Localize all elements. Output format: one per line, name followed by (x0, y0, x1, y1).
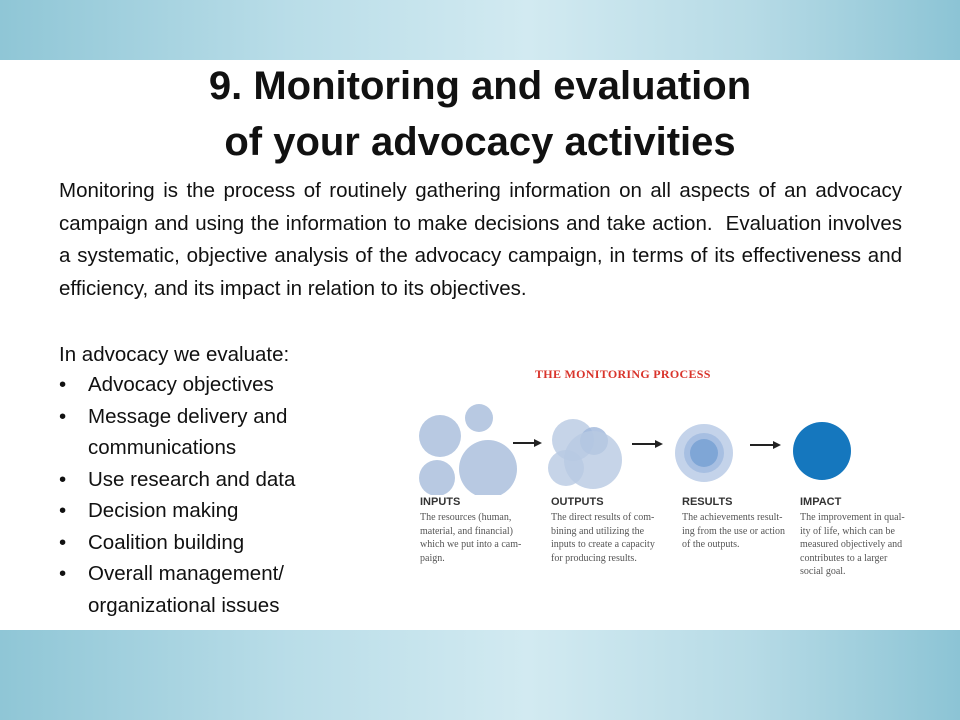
input-circle (419, 460, 455, 495)
list-item (59, 527, 359, 559)
diagram-title: THE MONITORING PROCESS (535, 367, 711, 381)
stage-label-inputs: INPUTS (420, 496, 461, 508)
monitoring-process-diagram (410, 395, 860, 495)
slide-title-line-2: of your advocacy activities (224, 120, 736, 164)
input-circle (465, 404, 493, 432)
list-item-text: Use research and data (88, 467, 296, 491)
inputs-circles-icon (419, 404, 517, 495)
impact-circle-icon (793, 422, 851, 480)
stage-description-outputs: The direct results of com- bining and utilizing the inputs to create a capacity for producing results. (551, 512, 655, 564)
stage-description-results: The achievements result- ing from the use or action of the outputs. (682, 512, 786, 550)
evaluate-heading: In advocacy we evaluate: (59, 343, 290, 366)
list-item-text: Decision making (88, 499, 239, 522)
intro-paragraph: Monitoring is the process of routinely gathering information on all aspects of an advocacy campaign and using the information to make decisions and take action. Evaluation involves a systematic, objective analysis of the advocacy campaign, in terms of its effectiveness and efficiency, and its impact in relation to its objectives. (59, 179, 908, 300)
list-item (59, 464, 359, 496)
stage-label-impact: IMPACT (800, 496, 842, 508)
slide-title (0, 58, 960, 170)
slide-title-line-1: 9. Monitoring and evaluation (208, 64, 752, 108)
bullet-icon: • (59, 467, 67, 491)
bullet-icon: • (59, 499, 67, 522)
output-circle (564, 431, 622, 489)
results-circles-icon (675, 424, 733, 482)
list-item-text: Overall management/ organizational issues (88, 562, 284, 617)
bullet-icon: • (59, 404, 67, 428)
top-decorative-band (0, 0, 960, 60)
input-circle (459, 440, 517, 495)
list-item-text: Message delivery and communications (88, 404, 288, 459)
bullet-icon: • (59, 530, 67, 554)
list-item (59, 401, 359, 464)
input-circle (419, 415, 461, 457)
list-item (59, 495, 359, 527)
evaluate-list (59, 369, 359, 621)
result-circle (690, 439, 718, 467)
list-item-text: Advocacy objectives (88, 373, 274, 396)
bottom-decorative-band (0, 630, 960, 720)
stage-description-inputs: The resources (human, material, and financial) which we put into a cam- paign. (420, 512, 522, 564)
stage-label-results: RESULTS (682, 496, 733, 508)
bullet-icon: • (59, 562, 67, 585)
list-item (59, 558, 359, 621)
outputs-circles-icon (548, 419, 622, 489)
list-item-text: Coalition building (88, 530, 245, 554)
list-item (59, 369, 359, 401)
stage-description-impact: The improvement in qual- ity of life, which can be measured objectively and contributes to a larger social goal. (800, 512, 905, 577)
bullet-icon: • (59, 373, 67, 396)
stage-label-outputs: OUTPUTS (551, 496, 604, 508)
